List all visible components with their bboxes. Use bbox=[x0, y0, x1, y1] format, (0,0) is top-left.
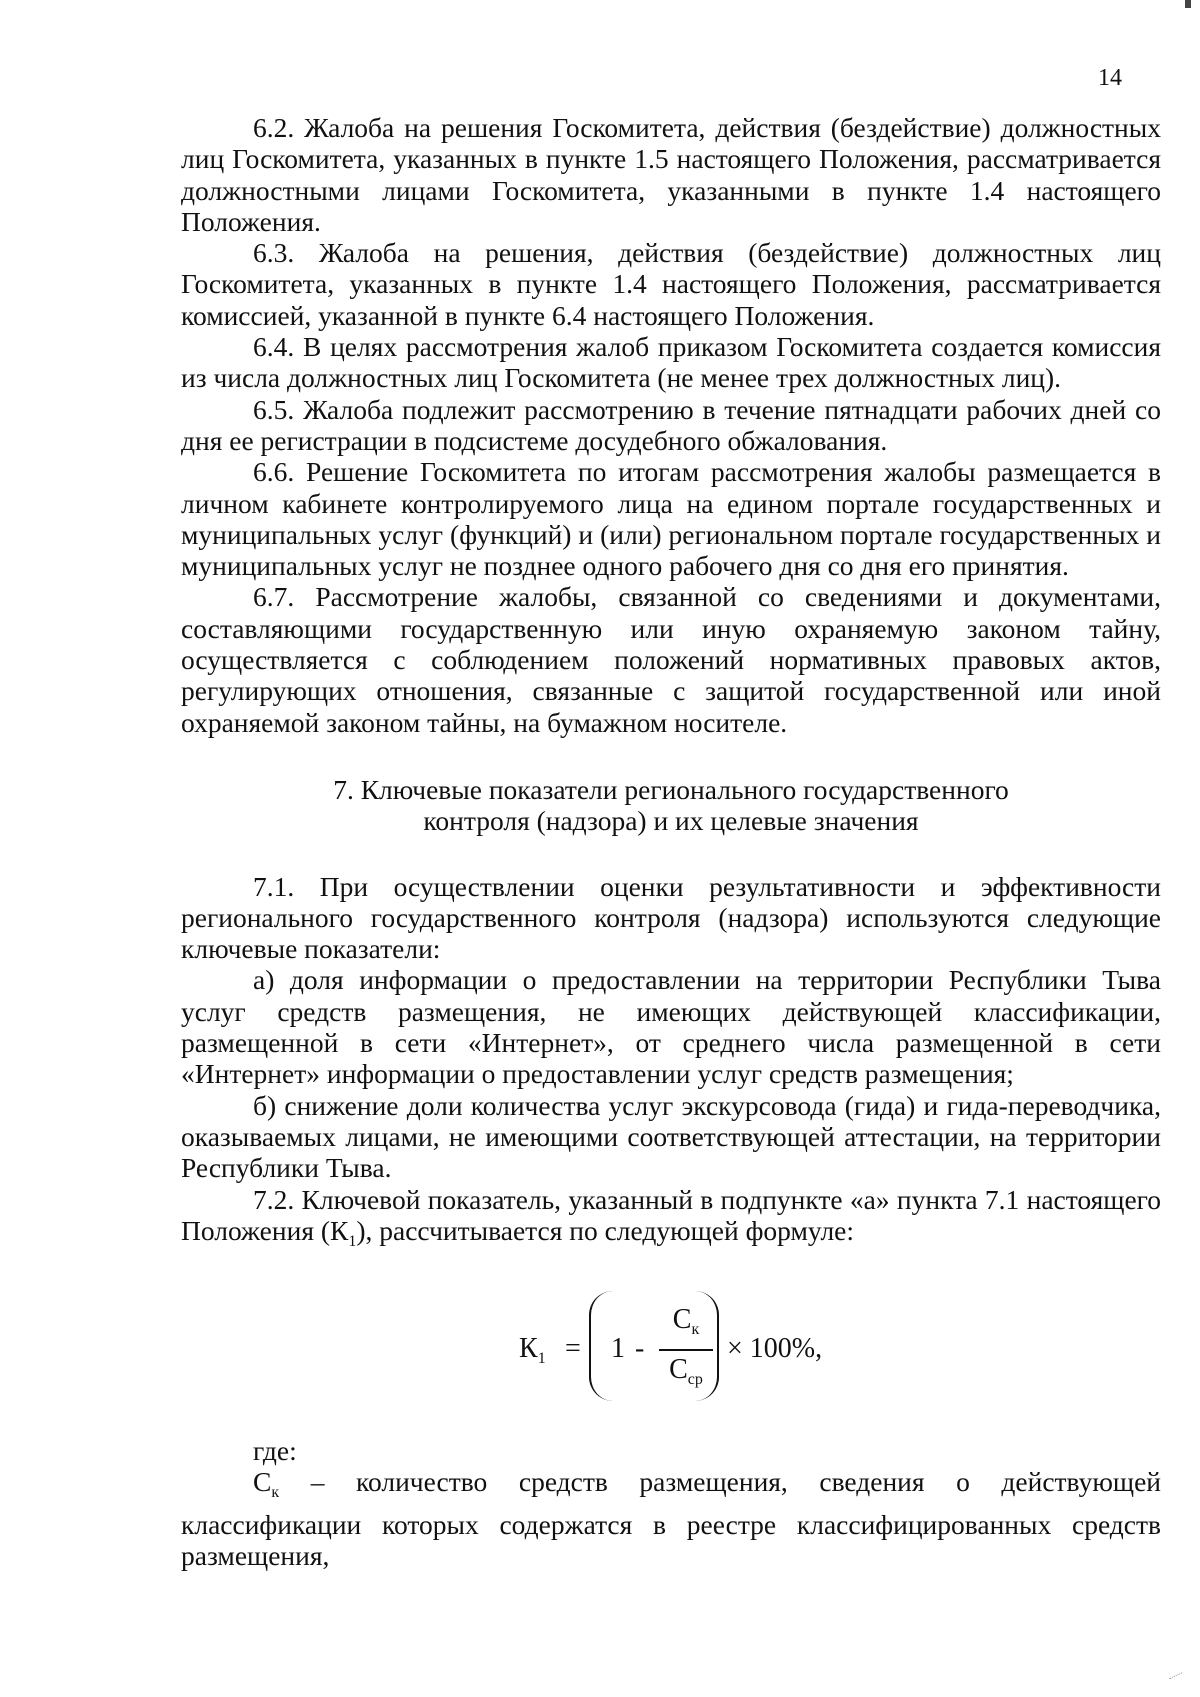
formula-left-paren bbox=[589, 1291, 613, 1401]
section-7-heading-line-2: контроля (надзора) и их целевые значения bbox=[423, 805, 919, 837]
paragraph-6-6: 6.6. Решение Госкомитета по итогам рассмотрения жалобы размещается в личном кабинете контролируемого лица на едином портале государственных и муниципальных услуг (функций) и (или) региональном портале государственных и муниципальных услуг не позднее одного рабочего дня со дня его принятия. bbox=[181, 456, 1161, 582]
formula-numerator-subscript: к bbox=[691, 1321, 700, 1339]
formula-k1 bbox=[181, 1291, 1161, 1409]
where-label: где: bbox=[253, 1435, 297, 1467]
scan-artifact bbox=[1169, 1672, 1185, 1684]
paragraph-7-2 bbox=[181, 1184, 1161, 1258]
paragraph-7-2-text-start: 7.2. Ключевой показатель, указанный в подпункте «а» пункта 7.1 настоящего Положения (К bbox=[181, 1183, 1161, 1246]
paragraph-6-3: 6.3. Жалоба на решения, действия (бездействие) должностных лиц Госкомитета, указанных в пункте 1.4 настоящего Положения, рассматривается комиссией, указанной в пункте 6.4 настоящего Положения. bbox=[181, 237, 1161, 331]
scan-mark bbox=[1185, 0, 1191, 8]
formula-right-paren bbox=[695, 1291, 719, 1401]
paragraph-6-7: 6.7. Рассмотрение жалобы, связанной со сведениями и документами, составляющими государственную или иную охраняемую законом тайну, осуществляется с соблюдением положений нормативных правовых актов, регулирующих отношения, связанные с защитой государственной или иной охраняемой законом тайны, на бумажном носителе. bbox=[181, 581, 1161, 738]
document-body bbox=[181, 112, 1161, 1571]
page-number: 14 bbox=[1098, 65, 1122, 91]
section-7-heading bbox=[181, 752, 1161, 837]
paragraph-7-2-text-end: ), рассчитывается по следующей формуле: bbox=[356, 1214, 855, 1246]
formula-equals: = bbox=[565, 1333, 581, 1365]
formula-denominator-subscript: ср bbox=[687, 1371, 703, 1389]
definition-ck bbox=[181, 1466, 1161, 1571]
paragraph-7-1-a: а) доля информации о предоставлении на территории Республики Тыва услуг средств размещения, не имеющих действующей классификации, размещенной в сети «Интернет», от среднего числа размещенной в сети «Интернет» информации о предоставлении услуг средств размещения; bbox=[181, 964, 1161, 1090]
formula-k-subscript: 1 bbox=[537, 1350, 546, 1368]
formula-times-100-percent: × 100%, bbox=[727, 1333, 823, 1365]
formula-one: 1 bbox=[611, 1333, 625, 1365]
definition-ck-symbol: С bbox=[253, 1466, 272, 1498]
formula-minus: - bbox=[635, 1333, 645, 1365]
paragraph-6-5: 6.5. Жалоба подлежит рассмотрению в течение пятнадцати рабочих дней со дня ее регистрации в подсистеме досудебного обжалования. bbox=[181, 393, 1161, 456]
paragraph-6-4: 6.4. В целях рассмотрения жалоб приказом Госкомитета создается комиссия из числа должностных лиц Госкомитета (не менее трех должностных лиц). bbox=[181, 331, 1161, 394]
formula-k-symbol bbox=[519, 1333, 546, 1374]
formula-numerator-letter: С bbox=[672, 1304, 692, 1336]
paragraph-7-1-b: б) снижение доли количества услуг экскурсовода (гида) и гида-переводчика, оказываемых лицами, не имеющими соответствующей аттестации, на территории Республики Тыва. bbox=[181, 1089, 1161, 1184]
definition-ck-subscript: к bbox=[271, 1484, 280, 1502]
section-7-heading-line-1: 7. Ключевые показатели регионального государственного bbox=[333, 773, 1009, 805]
definition-ck-text: – количество средств размещения, сведения о действующей классификации которых содержатся в реестре классифицированных средств размещения, bbox=[181, 1466, 1161, 1571]
paragraph-7-2-subscript: 1 bbox=[348, 1232, 357, 1250]
paragraph-7-1: 7.1. При осуществлении оценки результативности и эффективности регионального государственного контроля (надзора) используются следующие ключевые показатели: bbox=[181, 870, 1161, 965]
formula-denominator-letter: С bbox=[669, 1354, 688, 1386]
formula-k-letter: К bbox=[519, 1333, 538, 1365]
paragraph-6-2: 6.2. Жалоба на решения Госкомитета, действия (бездействие) должностных лиц Госкомитета, указанных в пункте 1.5 настоящего Положения, рассматривается должностными лицами Госкомитета, указанными в пункте 1.4 настоящего Положения. bbox=[181, 112, 1161, 237]
